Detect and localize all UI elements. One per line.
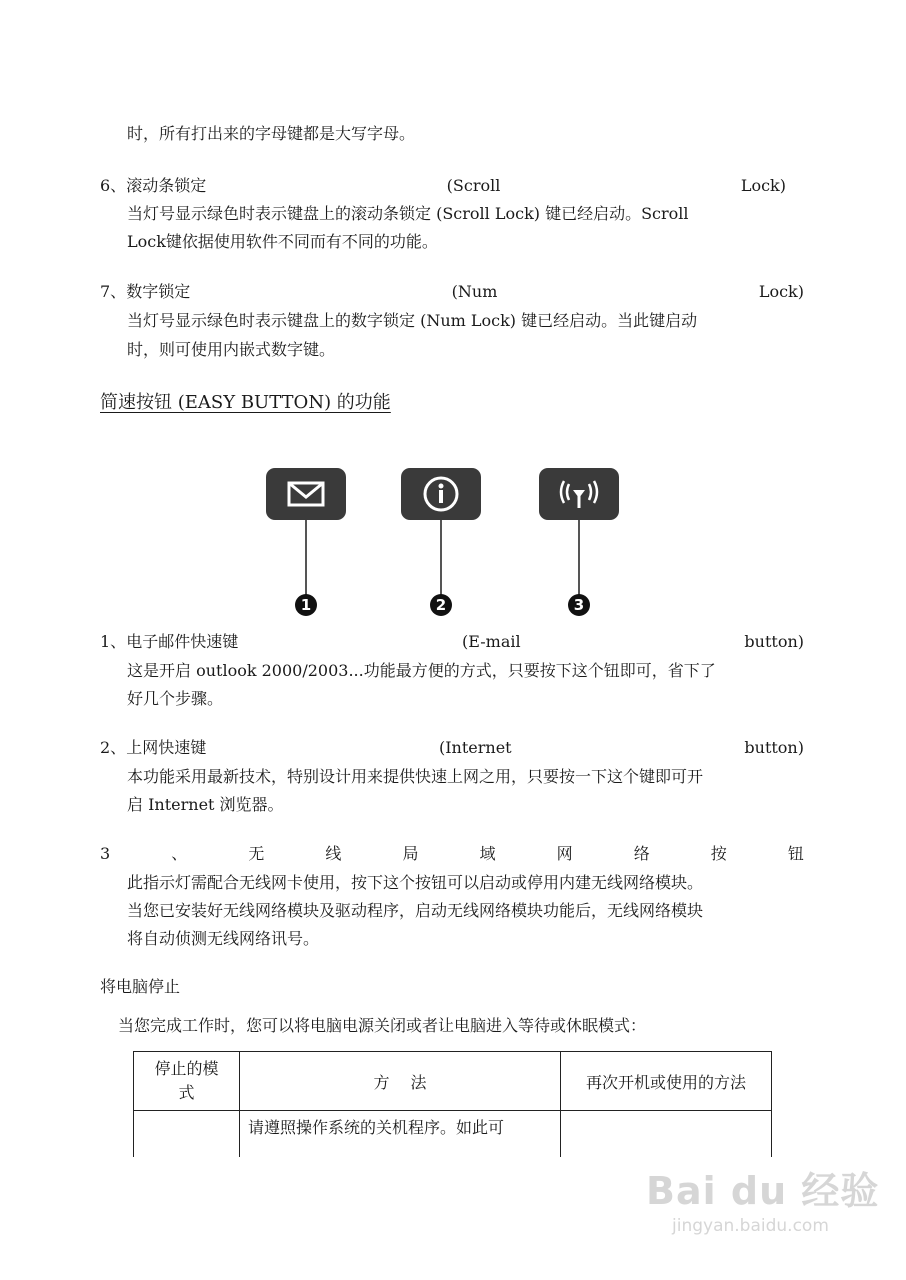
row1-mode (134, 1111, 240, 1158)
item-7-desc1: 当灯号显示绿色时表示键盘上的数字锁定 (Num Lock) 键已经启动。当此键启动 (127, 311, 698, 330)
shutdown-intro: 当您完成工作时，您可以将电脑电源关闭或者让电脑进入等待或休眠模式： (118, 1016, 647, 1035)
baidu-watermark-url: jingyan.baidu.com (672, 1216, 829, 1236)
internet-button-en1: (Internet (438, 738, 512, 757)
email-button-graphic (266, 468, 346, 520)
item-6-heading (100, 176, 786, 196)
header-restart: 再次开机或使用的方法 (561, 1052, 772, 1111)
wireless-icon (539, 468, 619, 520)
intro-line: 时，所有打出来的字母键都是大写字母。 (127, 124, 416, 143)
header-mode: 停止的模 式 (134, 1052, 240, 1111)
baidu-watermark-logo: Bai du 经验 (646, 1169, 880, 1213)
internet-button-graphic (401, 468, 481, 520)
mail-icon (266, 468, 346, 520)
internet-button-en2: button) (744, 738, 804, 757)
callout-number-3: 3 (568, 594, 590, 616)
shutdown-heading: 将电脑停止 (100, 977, 181, 996)
item-7-en1: (Num (451, 282, 498, 301)
callout-number-2: 2 (430, 594, 452, 616)
internet-button-desc1: 本功能采用最新技术，特别设计用来提供快速上网之用，只要按一下这个键即可开 (127, 767, 704, 786)
easy-button-section-title: 简速按钮 (EASY BUTTON) 的功能 (100, 392, 391, 413)
callout-line-2 (440, 520, 442, 598)
wireless-button-desc3: 将自动侦测无线网络讯号。 (127, 929, 320, 948)
item-6-desc1: 当灯号显示绿色时表示键盘上的滚动条锁定 (Scroll Lock) 键已经启动。Scroll (127, 204, 689, 223)
internet-button-heading (100, 738, 804, 758)
email-button-en1: (E-mail (462, 632, 521, 651)
wireless-button-graphic (539, 468, 619, 520)
info-icon (401, 468, 481, 520)
item-7-en2: Lock) (758, 282, 804, 301)
internet-button-desc2: 启 Internet 浏览器。 (127, 795, 284, 814)
header-method: 方 法 (240, 1052, 561, 1111)
shutdown-table (133, 1051, 772, 1157)
table-header-row (134, 1052, 772, 1111)
email-button-desc1: 这是开启 outlook 2000/2003...功能最方便的方式，只要按下这个钮即可，省下了 (127, 661, 716, 680)
item-6-en2: Lock) (740, 176, 786, 195)
row1-restart (561, 1111, 772, 1158)
wireless-button-heading: 3 、 无 线 局 域 网 络 按 钮 (100, 844, 804, 863)
callout-line-1 (305, 520, 307, 598)
email-button-heading (100, 632, 804, 652)
email-button-title: 1、电子邮件快速键 (100, 632, 239, 651)
item-7-desc2: 时，则可使用内嵌式数字键。 (127, 340, 336, 359)
item-7-heading (100, 282, 804, 302)
callout-number-1: 1 (295, 594, 317, 616)
item-6-en1: (Scroll (446, 176, 501, 195)
item-6-desc2: Lock键依据使用软件不同而有不同的功能。 (127, 232, 438, 251)
wireless-button-desc2: 当您已安装好无线网络模块及驱动程序，启动无线网络模块功能后，无线网络模块 (127, 901, 704, 920)
item-7-title: 7、数字锁定 (100, 282, 191, 301)
table-row (134, 1111, 772, 1158)
email-button-en2: button) (744, 632, 804, 651)
wireless-button-desc1: 此指示灯需配合无线网卡使用，按下这个按钮可以启动或停用内建无线网络模块。 (127, 873, 704, 892)
callout-line-3 (578, 520, 580, 598)
email-button-desc2: 好几个步骤。 (127, 689, 224, 708)
item-6-title: 6、滚动条锁定 (100, 176, 207, 195)
internet-button-title: 2、上网快速键 (100, 738, 207, 757)
row1-method: 请遵照操作系统的关机程序。如此可 (240, 1111, 561, 1158)
